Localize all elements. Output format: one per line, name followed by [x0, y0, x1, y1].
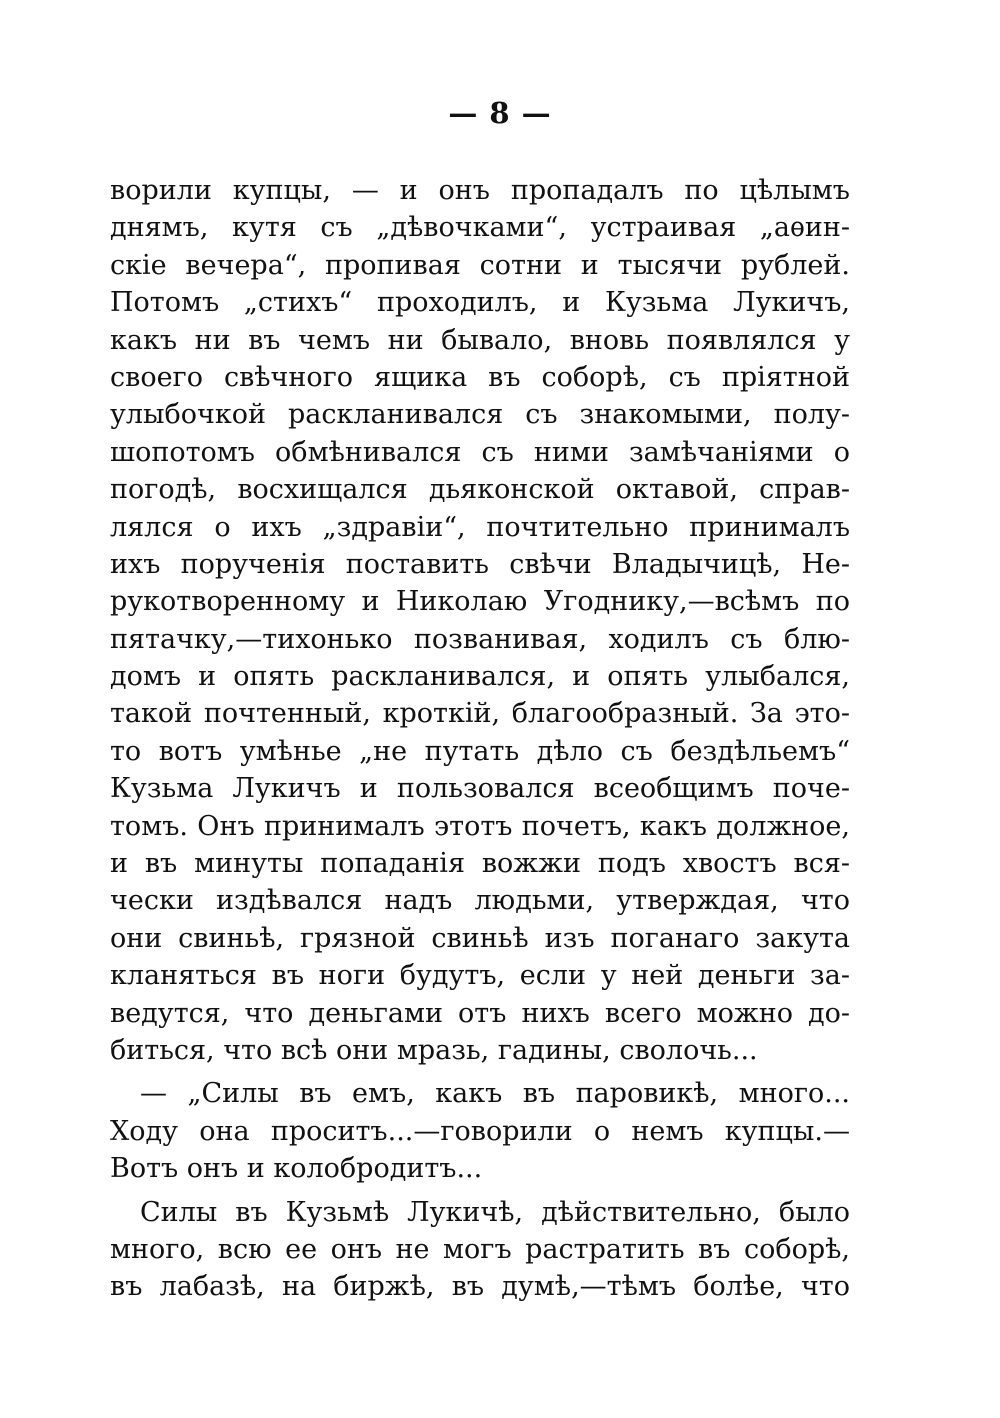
text-line: Силы въ Кузьмѣ Лукичѣ, дѣйствительно, было: [140, 1196, 850, 1228]
text-line: они свиньѣ, грязной свиньѣ изъ поганаго закута: [110, 922, 850, 954]
text-line: днямъ, кутя съ „дѣвочками“, устраивая „аѳин-: [110, 212, 850, 244]
text-line: чески издѣвался надъ людьми, утверждая, что: [110, 885, 850, 917]
text-line: Ходу она проситъ...—говорили о немъ купцы.—: [110, 1115, 850, 1147]
page-number: — 8 —: [448, 96, 552, 130]
paragraph: [110, 1075, 850, 1187]
text-line: ихъ порученія поставить свѣчи Владычицѣ, Не-: [110, 548, 850, 580]
text-line: скіе вечера“, пропивая сотни и тысячи рублей.: [110, 249, 850, 281]
text-line: кланяться въ ноги будутъ, если у ней деньги за-: [110, 960, 850, 992]
text-line: то вотъ умѣнье „не путать дѣло съ бездѣльемъ“: [110, 735, 850, 767]
text-line: такой почтенный, кроткій, благообразный. За это-: [110, 698, 850, 730]
text-line: много, всю ее онъ не могъ растратить въ соборѣ,: [110, 1233, 850, 1265]
text-line: лялся о ихъ „здравіи“, почтительно принималъ: [110, 511, 850, 543]
text-line: улыбочкой раскланивался съ знакомыми, полу-: [110, 399, 850, 431]
text-line: Вотъ онъ и колобродитъ...: [110, 1153, 483, 1185]
text-line: рукотворенному и Николаю Угоднику,—всѣмъ по: [110, 586, 850, 618]
text-line: — „Силы въ емъ, какъ въ паровикѣ, много...: [140, 1078, 850, 1110]
text-line: пятачку,—тихонько позванивая, ходилъ съ блю-: [110, 623, 850, 655]
paragraph: [110, 1194, 850, 1306]
paragraph: [110, 172, 850, 1069]
body-text: [110, 172, 850, 1306]
text-line: томъ. Онъ принималъ этотъ почетъ, какъ должное,: [110, 810, 850, 842]
text-line: ворили купцы, — и онъ пропадалъ по цѣлымъ: [110, 175, 850, 206]
text-line: биться, что всѣ они мразь, гадины, сволочь...: [110, 1034, 758, 1066]
text-line: погодѣ, восхищался дьяконской октавой, справ-: [110, 474, 850, 506]
text-line: Потомъ „стихъ“ проходилъ, и Кузьма Лукичъ,: [110, 287, 850, 319]
text-line: какъ ни въ чемъ ни бывало, вновь появлялся у: [110, 324, 850, 356]
text-line: ведутся, что деньгами отъ нихъ всего можно до-: [110, 997, 850, 1029]
text-line: своего свѣчного ящика въ соборѣ, съ пріятной: [110, 361, 850, 393]
text-line: шопотомъ обмѣнивался съ ними замѣчаніями о: [110, 436, 850, 468]
text-line: въ лабазѣ, на биржѣ, въ думѣ,—тѣмъ болѣе, что: [110, 1271, 850, 1303]
text-line: домъ и опять раскланивался, и опять улыбался,: [110, 661, 850, 693]
text-line: и въ минуты попаданія вожжи подъ хвостъ вся-: [110, 848, 850, 880]
text-line: Кузьма Лукичъ и пользовался всеобщимъ поче-: [110, 773, 850, 805]
